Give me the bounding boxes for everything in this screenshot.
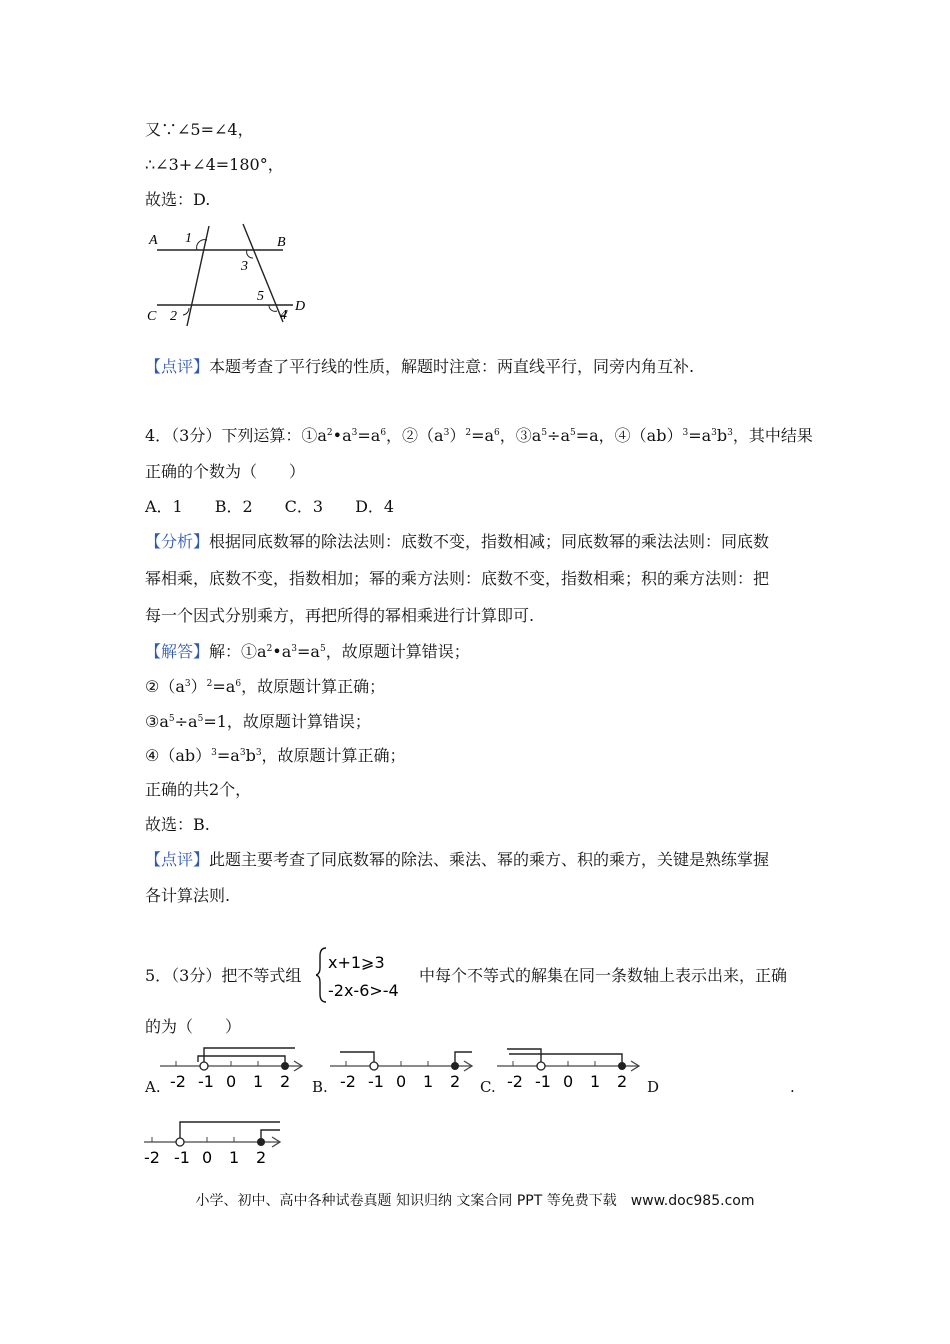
comment-line: 【点评】此题主要考查了同底数幂的除法、乘法、幂的乘方、积的乘方，关键是熟练掌握	[145, 850, 770, 869]
analysis-line: 【分析】根据同底数幂的除法法则：底数不变，指数相减；同底数幂的乘法法则：同底数	[145, 532, 770, 551]
tick-label: 1	[253, 1072, 264, 1091]
tick-label: 0	[396, 1072, 407, 1091]
tick-label: 1	[423, 1072, 434, 1091]
figure-label: D	[295, 299, 306, 314]
number-line-b	[330, 1042, 480, 1092]
answer-line: 正确的共2个，	[145, 780, 252, 799]
tick-label: -1	[198, 1072, 214, 1091]
number-line-d	[140, 1118, 290, 1168]
q4-stem: 4．（3分）下列运算：$①a^2•a^3=a^6$，$②(a^3)^2=a^6$，$③a^5\div a^5=a$，$④(ab)^3=a^3b^3$，其中结果	[145, 426, 813, 445]
tick-label: 1	[229, 1148, 240, 1167]
comment-line: 各计算法则.	[145, 886, 231, 905]
tick-label: -2	[340, 1072, 356, 1091]
tick-label: 0	[226, 1072, 237, 1091]
comment-tag: 【点评】	[145, 357, 210, 376]
inequality-system	[316, 946, 426, 1004]
answer-line: 故选：B.	[145, 815, 210, 834]
tick-label: 2	[450, 1072, 461, 1091]
tick-label: -1	[535, 1072, 551, 1091]
option-label-c: C.	[480, 1078, 496, 1096]
number-line-c	[497, 1042, 647, 1092]
answer-tag: 【解答】	[145, 642, 210, 661]
answer-line: $④(ab)^3=a^3b^3$，故原题计算正确；	[145, 746, 406, 765]
inequality-1: x+1⩾3	[328, 953, 385, 972]
tick-label: 2	[256, 1148, 267, 1167]
text-line: ∴∠3+∠4=180°，	[145, 155, 284, 174]
inequality-2: -2x-6>-4	[328, 981, 399, 1000]
tick-label: -2	[144, 1148, 160, 1167]
tick-label: 0	[563, 1072, 574, 1091]
tick-label: -1	[174, 1148, 190, 1167]
analysis-tag: 【分析】	[145, 532, 210, 551]
tick-label: 2	[617, 1072, 628, 1091]
tick-label: 0	[202, 1148, 213, 1167]
tick-label: 1	[590, 1072, 601, 1091]
comment-tag: 【点评】	[145, 850, 210, 869]
figure-label: 3	[241, 259, 248, 274]
q4-stem-line2: 正确的个数为（ ）	[145, 462, 306, 481]
figure-label: 5	[257, 289, 264, 304]
figure-label: A	[149, 233, 158, 248]
option-label-d-dot: .	[790, 1078, 795, 1096]
tick-label: -1	[368, 1072, 384, 1091]
tick-label: 2	[280, 1072, 291, 1091]
answer-line: 【解答】解：$①a^2•a^3=a^5$，故原题计算错误；	[145, 642, 470, 661]
figure-label: C	[147, 309, 157, 324]
q4-options: A．1 B．2 C．3 D．4	[145, 497, 395, 516]
figure-label: B	[277, 235, 286, 250]
text-line: 故选：D.	[145, 190, 211, 209]
tick-label: -2	[507, 1072, 523, 1091]
option-label-b: B.	[312, 1078, 328, 1096]
option-label-d: D	[647, 1078, 660, 1096]
q5-stem-line2: 的为（ ）	[145, 1017, 242, 1036]
figure-label: 4	[280, 308, 287, 323]
figure-label: 1	[185, 231, 192, 246]
tick-label: -2	[170, 1072, 186, 1091]
figure-label: 2	[170, 309, 177, 324]
analysis-line: 每一个因式分别乘方，再把所得的幂相乘进行计算即可.	[145, 606, 535, 625]
answer-line: $③a^5\div a^5=1$，故原题计算错误；	[145, 712, 371, 731]
q5-stem-post: 中每个不等式的解集在同一条数轴上表示出来，正确	[419, 966, 788, 985]
q5-stem-pre: 5．（3分）把不等式组	[145, 966, 302, 985]
analysis-line: 幂相乘，底数不变，指数相加；幂的乘方法则：底数不变，指数相乘；积的乘方法则：把	[145, 569, 770, 588]
parallel-lines-figure	[143, 222, 323, 332]
option-label-a: A.	[145, 1078, 161, 1096]
page-footer: 小学、初中、高中各种试卷真题 知识归纳 文案合同 PPT 等免费下载 www.doc985.com	[195, 1193, 755, 1209]
number-line-a	[160, 1042, 310, 1092]
comment-line: 【点评】本题考查了平行线的性质，解题时注意：两直线平行，同旁内角互补.	[145, 357, 695, 376]
text-line: 又∵∠5=∠4，	[145, 120, 254, 139]
answer-line: $②(a^3)^2=a^6$，故原题计算正确；	[145, 677, 386, 696]
